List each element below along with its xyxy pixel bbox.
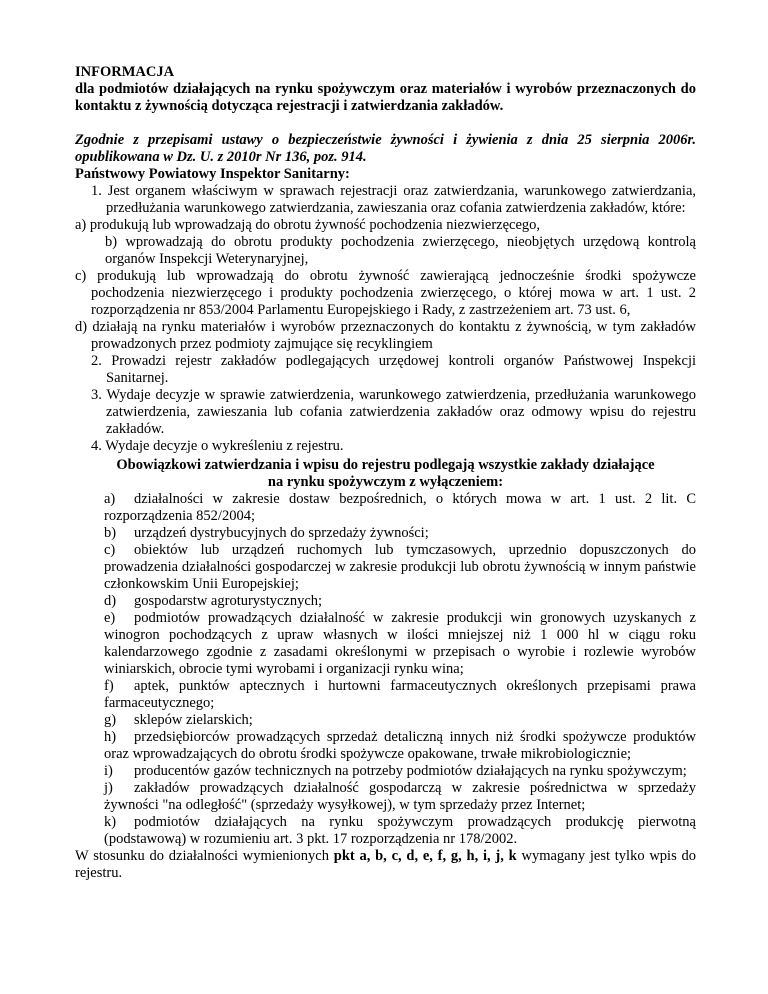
exclusion-letter: a) (104, 491, 116, 507)
duty-number: 4. (91, 438, 102, 454)
duty-text: Wydaje decyzje o wykreśleniu z rejestru. (105, 438, 344, 454)
exclusion-item (104, 712, 696, 729)
establishment-item (75, 268, 696, 319)
exclusion-letter: k) (104, 814, 117, 830)
duty-item (75, 353, 696, 387)
exclusion-item (104, 542, 696, 593)
document-header (75, 64, 696, 115)
exclusion-letter: d) (104, 593, 117, 609)
exclusion-text: działalności w zakresie dostaw bezpośrednich, o których mowa w art. 1 ust. 2 lit. C rozporządzenia 852/2004; (104, 491, 696, 524)
exclusion-text: zakładów prowadzących działalność gospodarczą w zakresie pośrednictwa w sprzedaży żywności "na odległość" (sprzedaży wysyłkowej), w tym sprzedaży przez Internet; (104, 780, 696, 813)
document-title: INFORMACJA (75, 64, 175, 80)
duty-number: 1. (91, 183, 102, 199)
document-subtitle: dla podmiotów działających na rynku spożywczym oraz materiałów i wyrobów przeznaczonych do kontaktu z żywnością dotycząca rejestracji i zatwierdzania zakładów. (75, 81, 696, 114)
duty-item (75, 438, 696, 455)
exclusion-item (104, 525, 696, 542)
closing-text: wymagany jest tylko wpis do rejestru. (75, 848, 696, 881)
exclusion-item (104, 491, 696, 525)
exclusion-text: podmiotów prowadzących działalność w zakresie produkcji win gronowych uzyskanych z winogron pochodzących z upraw własnych w ilości mniejszej niż 1 000 hl w ciągu roku kalendarzowego zgodnie z zasadami określonymi w przepisach o wyrobie i rozlewie wyrobów winiarskich, obrocie tymi wyrobami i organizacji rynku wina; (104, 610, 696, 677)
establishment-letter: d) (75, 319, 88, 335)
exclusion-item (104, 814, 696, 848)
duty-text: Jest organem właściwym w sprawach rejestracji oraz zatwierdzania, warunkowego zatwierdzania, przedłużania warunkowego zatwierdzania, zawieszania oraz cofania zatwierdzenia zakładów, które: (106, 183, 697, 216)
exclusion-text: sklepów zielarskich; (134, 712, 253, 728)
exclusion-letter: h) (104, 729, 117, 745)
establishment-letter: c) (75, 268, 87, 284)
inspector-heading: Państwowy Powiatowy Inspektor Sanitarny: (75, 166, 350, 182)
closing-note (75, 848, 696, 882)
establishment-item (75, 319, 696, 353)
closing-points: pkt a, b, c, d, e, f, g, h, i, j, k (333, 848, 517, 864)
establishment-letter: a) (75, 217, 87, 233)
establishment-text: produkują lub wprowadzają do obrotu żywność pochodzenia niezwierzęcego, (89, 217, 541, 233)
exclusion-letter: f) (104, 678, 114, 694)
establishment-item (75, 217, 696, 268)
exclusion-item (104, 729, 696, 763)
duty-number: 3. (91, 387, 102, 403)
duty-text: Wydaje decyzje w sprawie zatwierdzenia, warunkowego zatwierdzenia, przedłużania warunkowego zatwierdzenia, zawieszania lub cofania zatwierdzenia zakładów oraz odmowy wpisu do rejestru zakładów. (106, 387, 696, 437)
duty-number: 2. (91, 353, 102, 369)
exclusion-letter: e) (104, 610, 116, 626)
exclusion-text: urządzeń dystrybucyjnych do sprzedaży żywności; (134, 525, 429, 541)
establishment-text: wprowadzają do obrotu produkty pochodzenia zwierzęcego, nieobjętych urzędową kontrolą organów Inspekcji Weterynaryjnej, (105, 234, 696, 267)
exclusion-text: aptek, punktów aptecznych i hurtowni farmaceutycznych określonych przepisami prawa farmaceutycznego; (104, 678, 696, 711)
obligation-heading (75, 457, 696, 491)
exclusion-item (104, 678, 696, 712)
duties-list (75, 183, 696, 455)
establishment-text: działają na rynku materiałów i wyrobów przeznaczonych do kontaktu z żywnością, w tym zakładów prowadzonych przez podmioty zajmujące się recyklingiem (91, 319, 696, 352)
exclusion-item (104, 763, 696, 780)
exclusion-letter: c) (104, 542, 116, 558)
exclusion-item (104, 610, 696, 678)
obligation-heading-line: Obowiązkowi zatwierdzania i wpisu do rejestru podlegają wszystkie zakłady działające (116, 457, 655, 473)
duty-text: Prowadzi rejestr zakładów podlegających urzędowej kontroli organów Państwowej Inspekcji Sanitarnej. (106, 353, 697, 386)
exclusion-text: producentów gazów technicznych na potrzeby podmiotów działających na rynku spożywczym; (134, 763, 687, 779)
exclusion-text: obiektów lub urządzeń ruchomych lub tymczasowych, uprzednio dopuszczonych do prowadzenia działalności gospodarczej w zakresie produkcji lub obrotu żywnością w innym państwie członkowskim Unii Europejskiej; (104, 542, 696, 592)
exclusion-item (104, 780, 696, 814)
obligation-heading-line: na rynku spożywczym z wyłączeniem: (267, 474, 504, 490)
exclusion-item (104, 593, 696, 610)
exclusion-letter: g) (104, 712, 117, 728)
exclusions-list (104, 491, 696, 848)
exclusion-letter: i) (104, 763, 113, 779)
exclusion-text: gospodarstw agroturystycznych; (134, 593, 323, 609)
closing-text: W stosunku do działalności wymienionych (75, 848, 334, 864)
exclusion-letter: j) (104, 780, 113, 796)
exclusion-letter: b) (104, 525, 117, 541)
duty-item (75, 183, 696, 217)
establishment-text: produkują lub wprowadzają do obrotu żywność zawierającą jednocześnie środki spożywcze pochodzenia niezwierzęcego i produkty pochodzenia zwierzęcego, o której mowa w art. 1 ust. 2 rozporządzenia nr 853/2004 Parlamentu Europejskiego i Rady, z zastrzeżeniem art. 73 ust. 6, (91, 268, 696, 318)
establishment-letter: b) (105, 234, 118, 250)
exclusion-text: przedsiębiorców prowadzących sprzedaż detaliczną innych niż środki spożywcze produktów oraz wprowadzających do obrotu środki spożywcze opakowane, trwałe mikrobiologicznie; (104, 729, 696, 762)
exclusion-text: podmiotów działających na rynku spożywczym prowadzących produkcję pierwotną (podstawową) w rozumieniu art. 3 pkt. 17 rozporządzenia nr 178/2002. (104, 814, 696, 847)
duty-item (75, 387, 696, 438)
legal-basis: Zgodnie z przepisami ustawy o bezpieczeństwie żywności i żywienia z dnia 25 sierpnia 2006r. opublikowana w Dz. U. z 2010r Nr 136, poz. 914. (75, 132, 696, 165)
establishments-list (75, 217, 696, 353)
